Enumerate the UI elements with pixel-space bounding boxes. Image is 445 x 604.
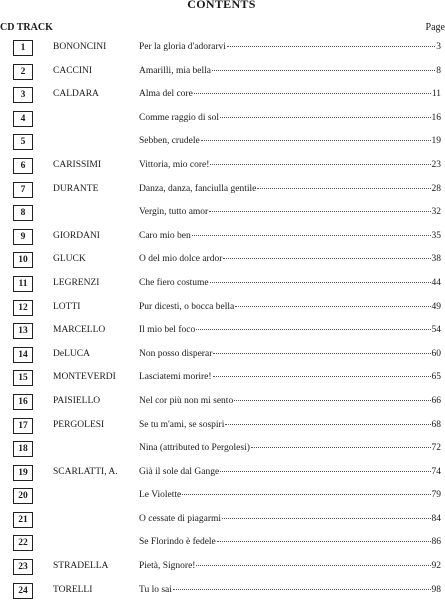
song-title: Nel cor più non mi sento: [139, 395, 234, 406]
cd-track-number: 11: [13, 276, 33, 292]
song-title: Alma del core: [139, 89, 193, 100]
contents-entry: [0, 62, 443, 86]
song-title: Amarilli, mia bella: [139, 65, 212, 76]
cd-track-number: 1: [13, 40, 33, 56]
cd-track-number: 7: [13, 182, 33, 198]
dot-leader: [201, 140, 431, 141]
song-line: [139, 276, 441, 290]
song-title: Danza, danza, fanciulla gentile: [139, 183, 257, 194]
page-column-header: Page: [425, 22, 445, 33]
contents-entry: [0, 274, 443, 298]
contents-list: [0, 38, 443, 604]
cd-track-number: 21: [13, 512, 33, 528]
contents-entry: [0, 38, 443, 62]
song-title: O del mio dolce ardor: [139, 254, 223, 265]
page-number: 23: [431, 159, 441, 170]
song-title: Se Florindo è fedele: [139, 537, 216, 548]
song-line: [139, 347, 441, 361]
page-number: 60: [431, 348, 441, 359]
dot-leader: [192, 235, 431, 236]
contents-entry: [0, 85, 443, 109]
dot-leader: [235, 306, 430, 307]
song-title: Sebben, crudele: [139, 136, 200, 147]
song-title: Caro mio ben: [139, 230, 191, 241]
page-number: 11: [431, 89, 441, 100]
dot-leader: [173, 589, 431, 590]
song-title: Lasciatemi morire!: [139, 372, 212, 383]
song-title: Il mio bel foco: [139, 325, 196, 336]
page-number: 84: [431, 513, 441, 524]
composer-name: GLUCK: [53, 254, 86, 265]
cd-track-number: 14: [13, 347, 33, 363]
song-title: Già il sole dal Gange: [139, 466, 220, 477]
cd-track-number: 24: [13, 583, 33, 599]
dot-leader: [209, 211, 430, 212]
cd-track-number: 3: [13, 87, 33, 103]
contents-entry: [0, 486, 443, 510]
song-line: [139, 300, 441, 314]
contents-entry: [0, 510, 443, 534]
song-line: [139, 465, 441, 479]
page-number: 38: [431, 254, 441, 265]
cd-track-number: 20: [13, 488, 33, 504]
cd-track-number: 12: [13, 300, 33, 316]
page-number: 28: [431, 183, 441, 194]
contents-entry: [0, 298, 443, 322]
song-line: [139, 418, 441, 432]
contents-entry: [0, 463, 443, 487]
song-line: [139, 64, 441, 78]
page-number: 19: [431, 136, 441, 147]
page-number: 66: [431, 395, 441, 406]
song-line: [139, 488, 441, 502]
contents-entry: [0, 581, 443, 604]
dot-leader: [212, 70, 435, 71]
composer-name: CARISSIMI: [53, 159, 102, 170]
page-number: 8: [436, 65, 441, 76]
contents-entry: [0, 203, 443, 227]
page-title: CONTENTS: [187, 0, 256, 11]
contents-entry: [0, 132, 443, 156]
cd-track-number: 16: [13, 394, 33, 410]
dot-leader: [213, 353, 430, 354]
page-number: 86: [431, 537, 441, 548]
cd-track-number: 5: [13, 134, 33, 150]
song-line: [139, 535, 441, 549]
dot-leader: [220, 471, 430, 472]
composer-name: DeLUCA: [53, 348, 90, 359]
song-line: [139, 40, 441, 54]
song-line: [139, 441, 441, 455]
song-line: [139, 323, 441, 337]
dot-leader: [223, 258, 430, 259]
song-line: [139, 559, 441, 573]
song-line: [139, 205, 441, 219]
composer-name: BONONCINI: [53, 42, 107, 52]
dot-leader: [227, 46, 435, 47]
song-title: O cessate di piagarmi: [139, 513, 222, 524]
cd-track-number: 22: [13, 535, 33, 551]
dot-leader: [257, 188, 430, 189]
composer-name: SCARLATTI, A.: [53, 466, 118, 477]
contents-entry: [0, 227, 443, 251]
dot-leader: [225, 424, 430, 425]
page-number: 98: [431, 584, 441, 595]
composer-name: LOTTI: [53, 301, 81, 312]
page-number: 72: [431, 443, 441, 454]
cd-track-number: 19: [13, 465, 33, 481]
song-line: [139, 512, 441, 526]
cd-track-number: 23: [13, 559, 33, 575]
page-number: 92: [431, 561, 441, 572]
contents-entry: [0, 368, 443, 392]
cd-track-number: 18: [13, 441, 33, 457]
song-line: [139, 134, 441, 148]
cd-track-number: 10: [13, 252, 33, 268]
dot-leader: [182, 494, 430, 495]
composer-name: PAISIELLO: [53, 395, 101, 406]
contents-entry: [0, 250, 443, 274]
composer-name: CACCINI: [53, 65, 93, 76]
song-line: [139, 252, 441, 266]
song-line: [139, 182, 441, 196]
contents-entry: [0, 321, 443, 345]
song-title: Pur dicesti, o bocca bella: [139, 301, 235, 312]
song-title: Nina (attributed to Pergolesi): [139, 443, 250, 454]
song-line: [139, 394, 441, 408]
page-number: 3: [436, 42, 441, 52]
page-number: 16: [431, 112, 441, 123]
dot-leader: [194, 93, 431, 94]
page-number: 35: [431, 230, 441, 241]
page-number: 54: [431, 325, 441, 336]
song-line: [139, 583, 441, 597]
cd-track-number: 9: [13, 229, 33, 245]
cd-track-number: 13: [13, 323, 33, 339]
page-number: 49: [431, 301, 441, 312]
cd-track-number: 17: [13, 418, 33, 434]
page-number: 68: [431, 419, 441, 430]
page-number: 79: [431, 490, 441, 501]
song-title: Se tu m'ami, se sospiri: [139, 419, 225, 430]
composer-name: MONTEVERDI: [53, 372, 116, 383]
song-title: Per la gloria d'adorarvi: [139, 42, 226, 52]
song-title: Tu lo sai: [139, 584, 172, 595]
cd-track-number: 4: [13, 111, 33, 127]
contents-entry: [0, 109, 443, 133]
song-line: [139, 370, 441, 384]
song-title: Comme raggio di sol: [139, 112, 219, 123]
dot-leader: [213, 376, 431, 377]
dot-leader: [251, 447, 431, 448]
composer-name: CALDARA: [53, 89, 99, 100]
composer-name: TORELLI: [53, 584, 93, 595]
dot-leader: [220, 117, 431, 118]
contents-entry: [0, 533, 443, 557]
dot-leader: [222, 518, 430, 519]
song-line: [139, 87, 441, 101]
song-line: [139, 229, 441, 243]
contents-entry: [0, 557, 443, 581]
cd-track-number: 8: [13, 205, 33, 221]
dot-leader: [196, 329, 430, 330]
page-number: 32: [431, 207, 441, 218]
page-number: 65: [431, 372, 441, 383]
page-number: 44: [431, 277, 441, 288]
contents-entry: [0, 156, 443, 180]
contents-entry: [0, 392, 443, 416]
song-line: [139, 111, 441, 125]
contents-entry: [0, 180, 443, 204]
song-line: [139, 158, 441, 172]
song-title: Che fiero costume: [139, 277, 209, 288]
composer-name: DURANTE: [53, 183, 99, 194]
song-title: Non posso disperar: [139, 348, 213, 359]
cd-track-number: 2: [13, 64, 33, 80]
composer-name: PERGOLESI: [53, 419, 105, 430]
dot-leader: [196, 565, 430, 566]
page-number: 74: [431, 466, 441, 477]
contents-entry: [0, 345, 443, 369]
song-title: Pietà, Signore!: [139, 561, 196, 572]
cd-track-number: 6: [13, 158, 33, 174]
dot-leader: [210, 282, 431, 283]
song-title: Vergin, tutto amor: [139, 207, 209, 218]
song-title: Le Violette: [139, 490, 182, 501]
cd-track-number: 15: [13, 370, 33, 386]
composer-name: GIORDANI: [53, 230, 100, 241]
dot-leader: [217, 541, 431, 542]
cd-track-header: CD TRACK: [0, 22, 53, 33]
composer-name: LEGRENZI: [53, 277, 100, 288]
dot-leader: [234, 400, 430, 401]
song-title: Vittoria, mio core!: [139, 159, 210, 170]
contents-entry: [0, 416, 443, 440]
composer-name: MARCELLO: [53, 325, 106, 336]
composer-name: STRADELLA: [53, 561, 109, 572]
dot-leader: [210, 164, 430, 165]
contents-entry: [0, 439, 443, 463]
